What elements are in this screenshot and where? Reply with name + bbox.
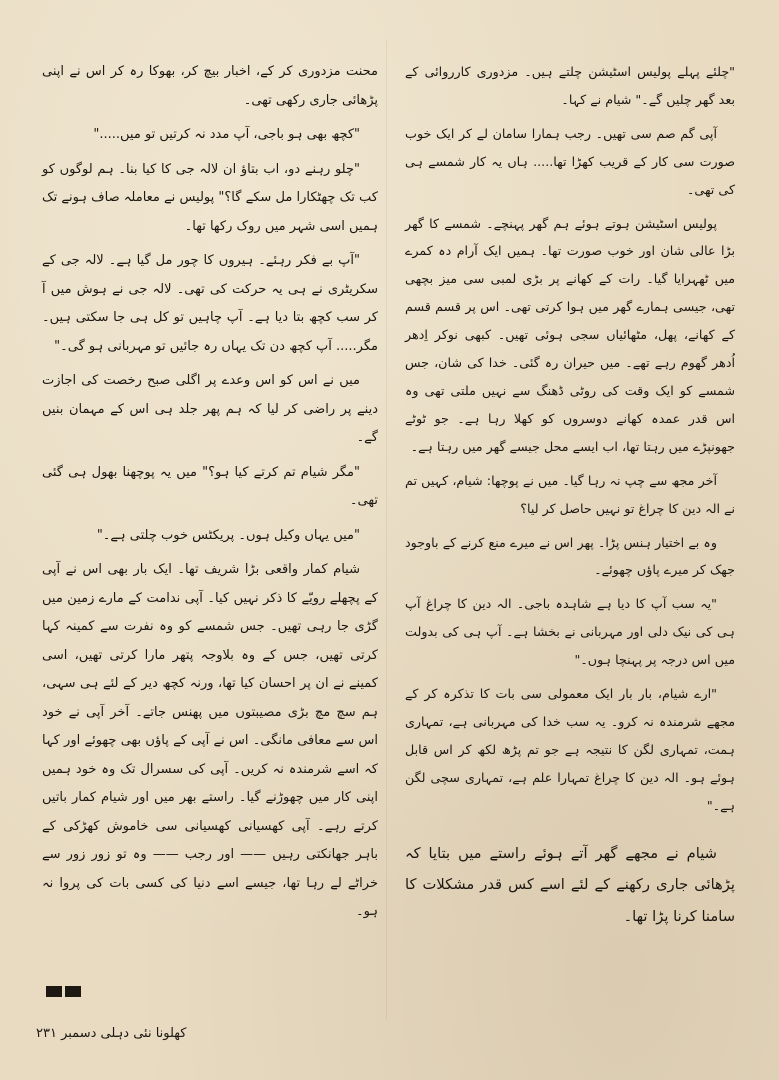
right-column (405, 58, 735, 939)
paragraph: محنت مزدوری کر کے، اخبار بیچ کر، بھوکا رہ کر اس نے اپنی پڑھائی جاری رکھی تھی۔ (42, 64, 378, 108)
paragraph: میں نے اس کو اس وعدے پر اگلی صبح رخصت کی اجازت دینے پر راضی کر لیا کہ ہم پھر جلد ہی اس کے مہمان بنیں گے۔ (42, 373, 378, 445)
paragraph: "چلو رہنے دو، اب بتاؤ ان لالہ جی کا کیا بنا۔ ہم لوگوں کو کب تک چھٹکارا مل سکے گا؟" پولیس نے معاملہ صاف ہونے تک ہمیں اسی شہر میں روک رکھا تھا۔ (42, 161, 378, 234)
story-end-mark (46, 986, 81, 997)
end-mark-block (65, 986, 81, 997)
paragraph: "آپ بے فکر رہئے۔ ہیروں کا چور مل گیا ہے۔ لالہ جی کے سکریٹری نے ہی یہ حرکت کی تھی۔ لالہ جی نے ہوش میں آ کر سب کچھ بتا دیا ہے۔ آپ چاہیں تو کل ہی جا سکتی ہیں۔ مگر..... آپ کچھ دن تک یہاں رہ جائیں تو مہربانی ہو گی۔" (42, 253, 378, 354)
paragraph: "میں یہاں وکیل ہوں۔ پریکٹس خوب چلتی ہے۔" (96, 527, 360, 543)
paragraph: شیام کمار واقعی بڑا شریف تھا۔ ایک بار بھی اس نے آپی کے پچھلے رویّے کا ذکر نہیں کیا۔ آپی ندامت کے مارے زمین میں گڑی جا رہی تھیں۔ جس شمسے کو وہ نفرت سے کمینہ کہا کرتی تھیں، جس کے وہ بلاوجہ پتھر مارا کرتی تھیں، اسی کمینے نے ان پر احسان کیا تھا، ورنہ کچھ دیر کے لئے ہی سہی، ہم سچ مچ بڑی مصیبتوں میں پھنس جاتے۔ آخر آپی نے خود اس سے معافی مانگی۔ اس نے آپی کے پاؤں بھی چھوئے اور کہا کہ اسے شرمندہ نہ کریں۔ آپی کی سسرال تک وہ خود ہمیں اپنی کار میں چھوڑنے گیا۔ راستے بھر میں اور شیام کمار باتیں کرتے رہے۔ آپی کھسیانی کھسیانی سی خاموش کھڑکی کے باہر جھانکتی رہیں —— اور رجب —— وہ تو زور زور سے خراٹے لے رہا تھا، جیسے اسے دنیا کی کسی بات کی پروا نہ ہو۔ (42, 562, 378, 919)
paragraph: وہ بے اختیار ہنس پڑا۔ پھر اس نے میرے منع کرنے کے باوجود جھک کر میرے پاؤں چھوئے۔ (405, 534, 735, 578)
paragraph: آپی گم صم سی تھیں۔ رجب ہمارا سامان لے کر ایک خوب صورت سی کار کے قریب کھڑا تھا..... ہاں یہ کار شمسے ہی کی تھی۔ (405, 125, 735, 197)
column-gutter (386, 40, 387, 1020)
paragraph: آخر مجھ سے چپ نہ رہا گیا۔ میں نے پوچھا: شیام، کہیں تم نے الہ دین کا چراغ تو نہیں حاصل کر لیا؟ (405, 472, 735, 516)
left-column (42, 58, 378, 933)
page-footer: کھلونا نئی دہلی دسمبر ۲۳۱ (36, 1026, 187, 1041)
paragraph: "چلئے پہلے پولیس اسٹیشن چلتے ہیں۔ مزدوری کارروائی کے بعد گھر چلیں گے۔" شیام نے کہا۔ (405, 64, 735, 107)
paragraph: "کچھ بھی ہو باجی، آپ مدد نہ کرتیں تو میں....." (93, 127, 360, 142)
end-mark-block (46, 986, 62, 997)
paragraph: "مگر شیام تم کرتے کیا ہو؟" میں یہ پوچھنا بھول ہی گئی تھی۔ (42, 464, 378, 508)
paragraph: شیام نے مجھے گھر آتے ہوئے راستے میں بتایا کہ پڑھائی جاری رکھنے کے لئے اسے کس قدر مشکلات کا سامنا کرنا پڑا تھا۔ (405, 844, 735, 926)
paragraph: "یہ سب آپ کا دیا ہے شاہدہ باجی۔ الہ دین کا چراغ آپ ہی کی نیک دلی اور مہربانی نے بخشا ہے۔ آپ ہی کی بدولت میں اس درجہ پر پہنچا ہوں۔" (405, 596, 735, 668)
paragraph: پولیس اسٹیشن ہوتے ہوئے ہم گھر پہنچے۔ شمسے کا گھر بڑا عالی شان اور خوب صورت تھا۔ ہمیں ایک آرام دہ کمرے میں ٹھہرایا گیا۔ رات کے کھانے پر بڑی لمبی سی میز بچھی تھی، جیسی ہمارے گھر میں ہوا کرتی تھی۔ اس پر قسم قسم کے کھانے، پھل، مٹھائیاں سجی ہوئی تھیں۔ کبھی نوکر اِدھر اُدھر گھوم رہے تھے۔ میں حیران رہ گئی۔ خدا کی شان، جس شمسے کو ایک وقت کی روٹی ڈھنگ سے نہیں ملتی تھی وہ اس قدر عمدہ کھانے دوسروں کو کھلا رہا ہے۔ جو ٹوٹے جھونپڑے میں رہتا تھا، اب ایسے محل جیسے گھر میں رہتا ہے۔ (405, 215, 735, 454)
paragraph: "ارے شیام، بار بار ایک معمولی سی بات کا تذکرہ کر کے مجھے شرمندہ نہ کرو۔ یہ سب خدا کی مہربانی ہے، تمہاری ہمت، تمہاری لگن کا نتیجہ ہے جو تم پڑھ لکھ کر اس قابل ہوئے ہو۔ الہ دین کا چراغ تمہارا علم ہے، تمہاری سچی لگن ہے۔" (405, 686, 735, 813)
